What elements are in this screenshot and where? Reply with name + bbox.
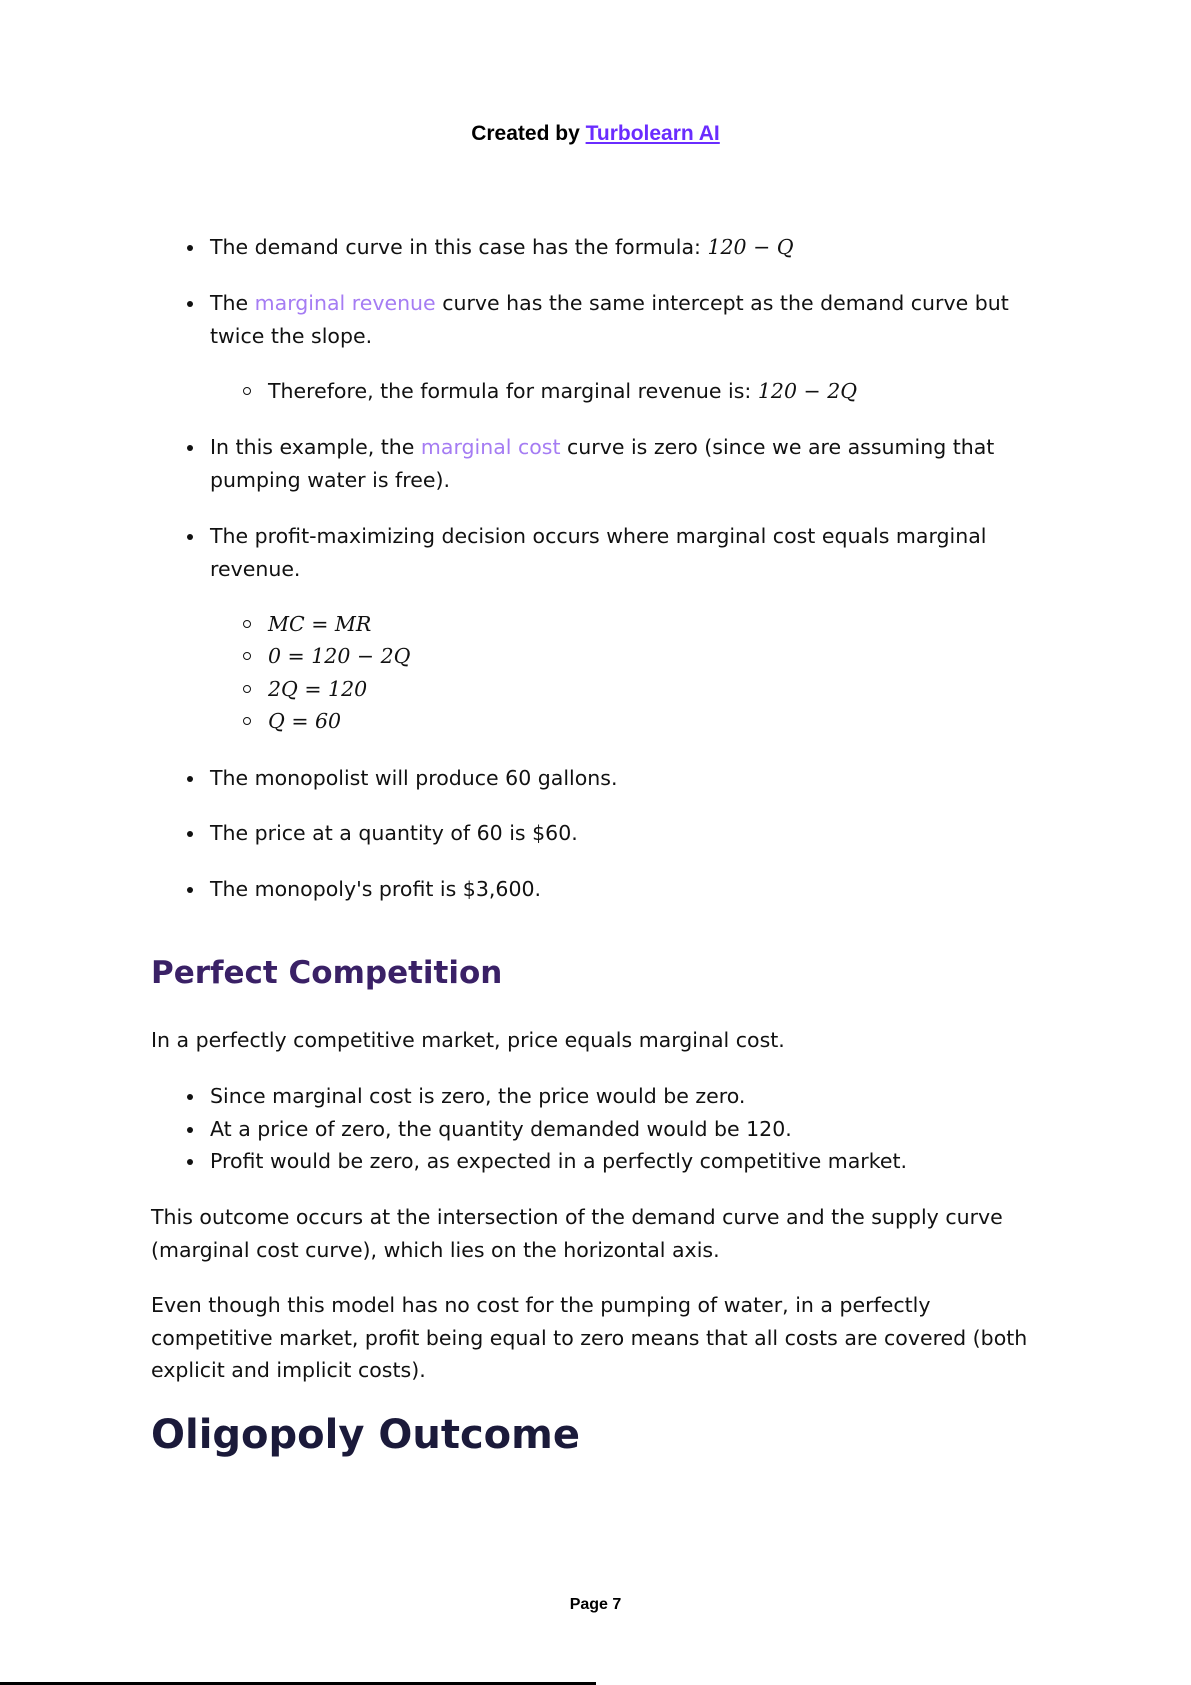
text: curve is zero (since we are assuming that pumping water is free).: [210, 435, 995, 492]
text: Therefore, the formula for marginal revenue is:: [268, 379, 758, 403]
bullet-demand-curve: [210, 231, 1040, 264]
created-by-label: Created by: [471, 122, 586, 145]
term-marginal-cost: marginal cost: [420, 435, 561, 459]
pc-bullet: Since marginal cost is zero, the price would be zero.: [210, 1080, 1040, 1113]
term-marginal-revenue: marginal revenue: [254, 291, 436, 315]
created-by-header: [0, 122, 1191, 146]
pc-bullet: At a price of zero, the quantity demanded would be 120.: [210, 1113, 1040, 1146]
bullet-quantity: The monopolist will produce 60 gallons.: [210, 762, 1040, 795]
bullet-marginal-revenue: [210, 287, 1050, 352]
bullet-profit-max: The profit-maximizing decision occurs where marginal cost equals marginal revenue.: [210, 520, 1030, 585]
text: In this example, the: [210, 435, 421, 459]
perfect-competition-intro: In a perfectly competitive market, price equals marginal cost.: [151, 1028, 785, 1052]
text: curve has the same intercept as the demand curve but twice the slope.: [210, 291, 1009, 348]
bullet-profit: The monopoly's profit is $3,600.: [210, 873, 1040, 906]
equation: MC = MR: [268, 608, 1038, 641]
pc-bullet: Profit would be zero, as expected in a perfectly competitive market.: [210, 1145, 1040, 1178]
equation: 0 = 120 − 2Q: [268, 640, 1038, 673]
bullet-text: The demand curve in this case has the formula:: [210, 235, 708, 259]
turbolearn-link[interactable]: Turbolearn AI: [585, 122, 720, 145]
equation: Q = 60: [268, 705, 1038, 738]
heading-oligopoly-outcome: Oligopoly Outcome: [151, 1412, 580, 1458]
formula: 120 − Q: [707, 235, 794, 259]
pc-paragraph-intersection: This outcome occurs at the intersection of the demand curve and the supply curve (marginal cost curve), which lies on the horizontal axis.: [151, 1205, 1003, 1262]
equation: 2Q = 120: [268, 673, 1038, 706]
page-number: Page 7: [569, 1596, 622, 1613]
subbullet-mr-formula: [268, 375, 1038, 408]
text: The: [210, 291, 255, 315]
pc-paragraph-costs: Even though this model has no cost for the pumping of water, in a perfectly competitive market, profit being equal to zero means that all costs are covered (both explicit and implicit costs).: [151, 1293, 1028, 1382]
formula: 120 − 2Q: [757, 379, 858, 403]
heading-perfect-competition: Perfect Competition: [151, 955, 503, 991]
bullet-marginal-cost: [210, 431, 1030, 496]
bullet-price: The price at a quantity of 60 is $60.: [210, 817, 1040, 850]
